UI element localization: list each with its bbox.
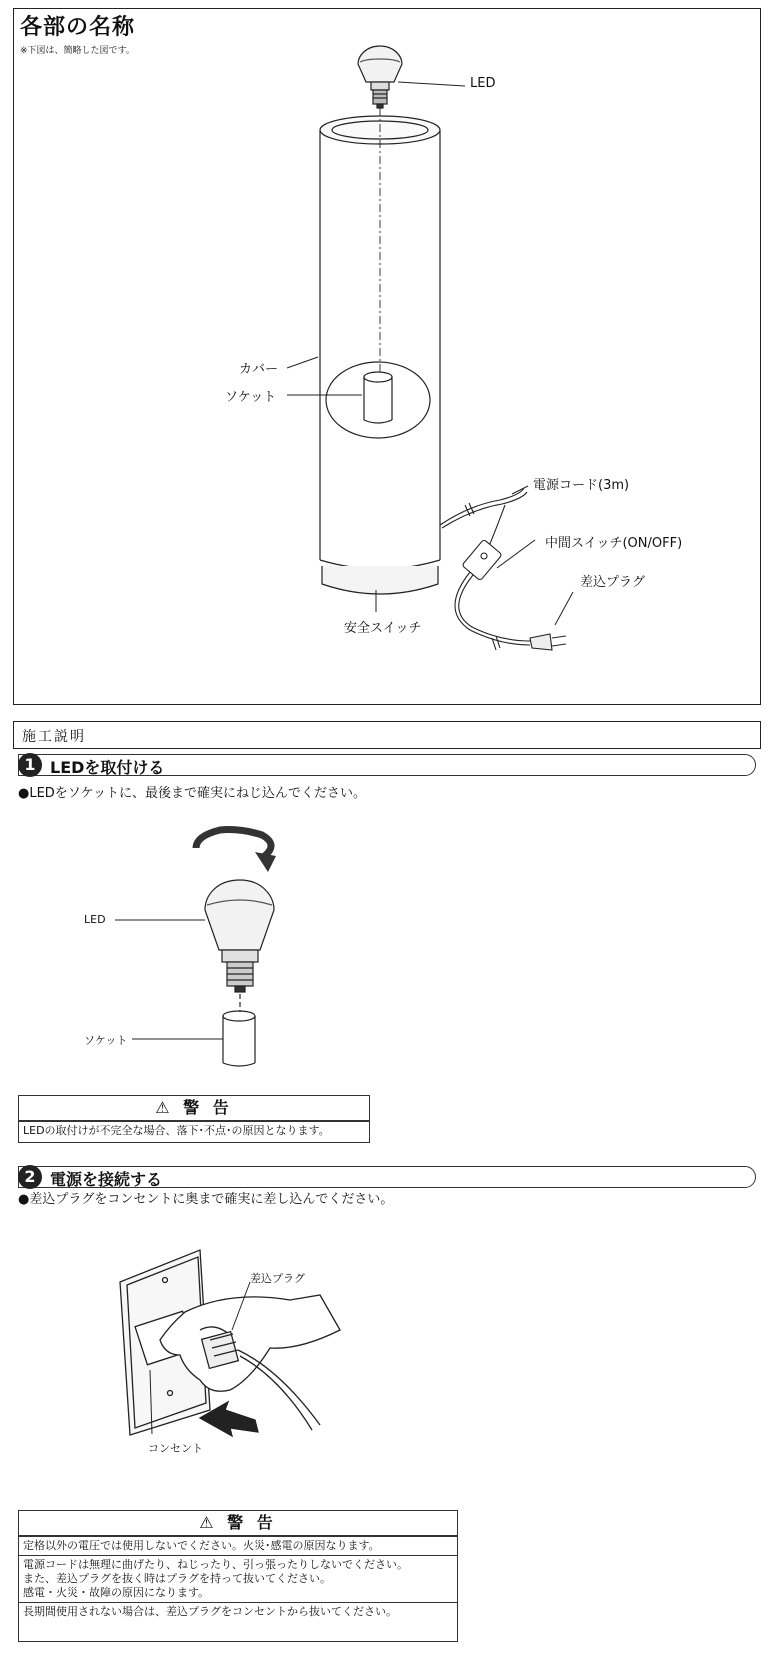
step1-number-icon: 1 [18,753,42,777]
step1-warning-row: LEDの取付けが不完全な場合、落下･不点･の原因となります。 [19,1121,369,1140]
label-socket: ソケット [225,390,277,405]
label-cover: カバー [239,362,279,377]
step2-warning-row-2: 電源コードは無理に曲げたり、ねじったり、引っ張ったりしないでください。 [19,1555,457,1572]
step1-title: LEDを取付ける [50,758,165,777]
step2-warning-row-5: 長期間使用されない場合は、差込プラグをコンセントから抜いてください。 [19,1602,457,1621]
step2-warning-head: ⚠ 警 告 [19,1511,457,1536]
label-plug: 差込プラグ [580,575,646,590]
parts-note: ※下図は、簡略した図です。 [20,46,135,56]
warning-triangle-icon: ⚠ [155,1098,184,1117]
label-cord: 電源コード(3m) [533,478,630,493]
step2-warning-row-4: 感電・火災・故障の原因になります。 [23,1586,210,1599]
label-led: LED [470,76,496,91]
label-switch: 中間スイッチ(ON/OFF) [545,536,683,551]
step2-label-plug: 差込プラグ [250,1272,305,1285]
parts-title: 各部の名称 [20,15,136,40]
step1-label-socket: ソケット [84,1034,128,1047]
step2-number-icon: 2 [18,1165,42,1189]
label-safety-switch: 安全スイッチ [344,621,422,636]
step2-title: 電源を接続する [50,1170,163,1189]
step1-label-led: LED [84,913,106,926]
step2-warning-row-1: 定格以外の電圧では使用しないでください。火災･感電の原因なります。 [19,1536,457,1555]
step1-warning-head: ⚠ 警 告 [19,1096,369,1121]
step1-desc: ●LEDをソケットに、最後まで確実にねじ込んでください。 [18,786,367,801]
install-header: 施工説明 [13,721,761,749]
warning-triangle-icon: ⚠ [199,1513,228,1532]
step2-label-outlet: コンセント [148,1442,203,1455]
step2-warning-row-3: また、差込プラグを抜く時はプラグを持って抜いてください。 [23,1572,331,1585]
step2-warning-box [18,1510,458,1642]
step2-desc: ●差込プラグをコンセントに奥まで確実に差し込んでください。 [18,1192,394,1207]
